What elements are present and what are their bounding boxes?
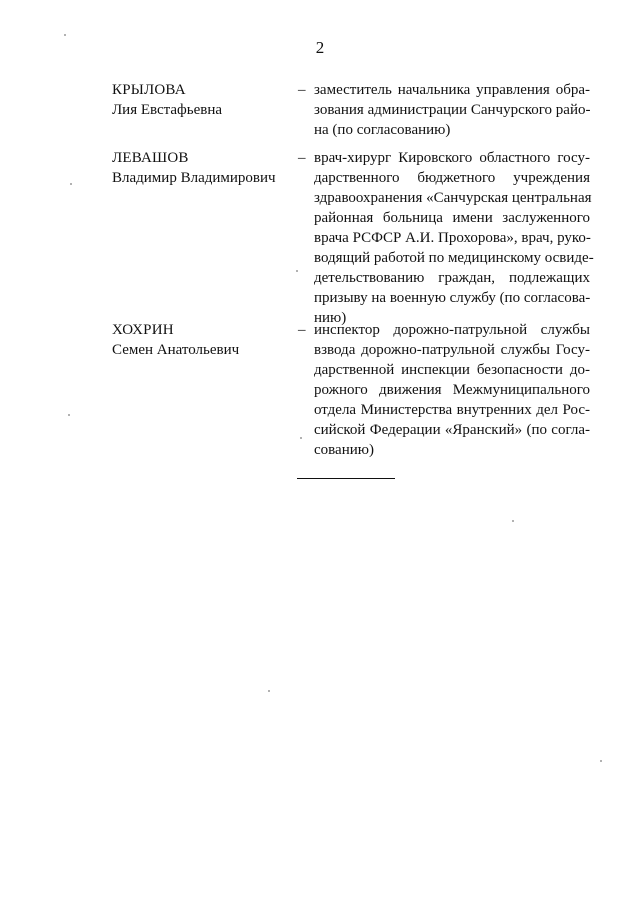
member-role xyxy=(314,148,594,328)
member-name xyxy=(112,320,292,360)
scan-speck xyxy=(512,520,514,522)
member-role xyxy=(314,80,590,140)
member-surname: ХОХРИН xyxy=(112,322,174,338)
role-line: сийской Федерации «Яранский» (по согла- xyxy=(314,422,590,438)
scan-speck xyxy=(64,34,66,36)
member-given-names: Семен Анатольевич xyxy=(112,342,240,358)
role-line: инспектор дорожно-патрульной службы xyxy=(314,322,590,338)
role-line: здравоохранения «Санчурская центральная xyxy=(314,190,592,206)
role-line: на (по согласованию) xyxy=(314,122,451,138)
role-line: врач-хирург Кировского областного госу- xyxy=(314,150,590,166)
scan-speck xyxy=(600,760,602,762)
member-name xyxy=(112,80,292,120)
scan-speck xyxy=(268,690,270,692)
role-line: сованию) xyxy=(314,442,374,458)
member-given-names: Владимир Владимирович xyxy=(112,170,276,186)
dash-separator: – xyxy=(298,82,306,98)
role-line: районная больница имени заслуженного xyxy=(314,210,590,226)
end-divider-line xyxy=(297,478,395,479)
role-line: дарственной инспекции безопасности до- xyxy=(314,362,590,378)
member-surname: КРЫЛОВА xyxy=(112,82,186,98)
member-entry xyxy=(112,148,592,330)
member-surname: ЛЕВАШОВ xyxy=(112,150,189,166)
dash-separator: – xyxy=(298,322,306,338)
member-entry xyxy=(112,320,592,462)
role-line: взвода дорожно-патрульной службы Госу- xyxy=(314,342,590,358)
scan-speck xyxy=(300,437,302,439)
role-line: зования администрации Санчурского райо- xyxy=(314,102,591,118)
page-number: 2 xyxy=(315,38,325,57)
role-line: дарственного бюджетного учреждения xyxy=(314,170,590,186)
role-line: заместитель начальника управления обра- xyxy=(314,82,590,98)
role-line: врача РСФСР А.И. Прохорова», врач, руко- xyxy=(314,230,591,246)
member-entry xyxy=(112,80,592,142)
role-line: детельствованию граждан, подлежащих xyxy=(314,270,590,286)
scan-speck xyxy=(296,270,298,272)
role-line: отдела Министерства внутренних дел Рос- xyxy=(314,402,590,418)
member-name xyxy=(112,148,292,188)
role-line: водящий работой по медицинскому освиде- xyxy=(314,250,594,266)
dash-separator: – xyxy=(298,150,306,166)
member-role xyxy=(314,320,590,460)
scan-speck xyxy=(68,414,70,416)
member-given-names: Лия Евстафьевна xyxy=(112,102,223,118)
scan-speck xyxy=(70,183,72,185)
role-line: призыву на военную службу (по согласова- xyxy=(314,290,591,306)
role-line: рожного движения Межмуниципального xyxy=(314,382,590,398)
role-line: нию) xyxy=(314,310,347,326)
